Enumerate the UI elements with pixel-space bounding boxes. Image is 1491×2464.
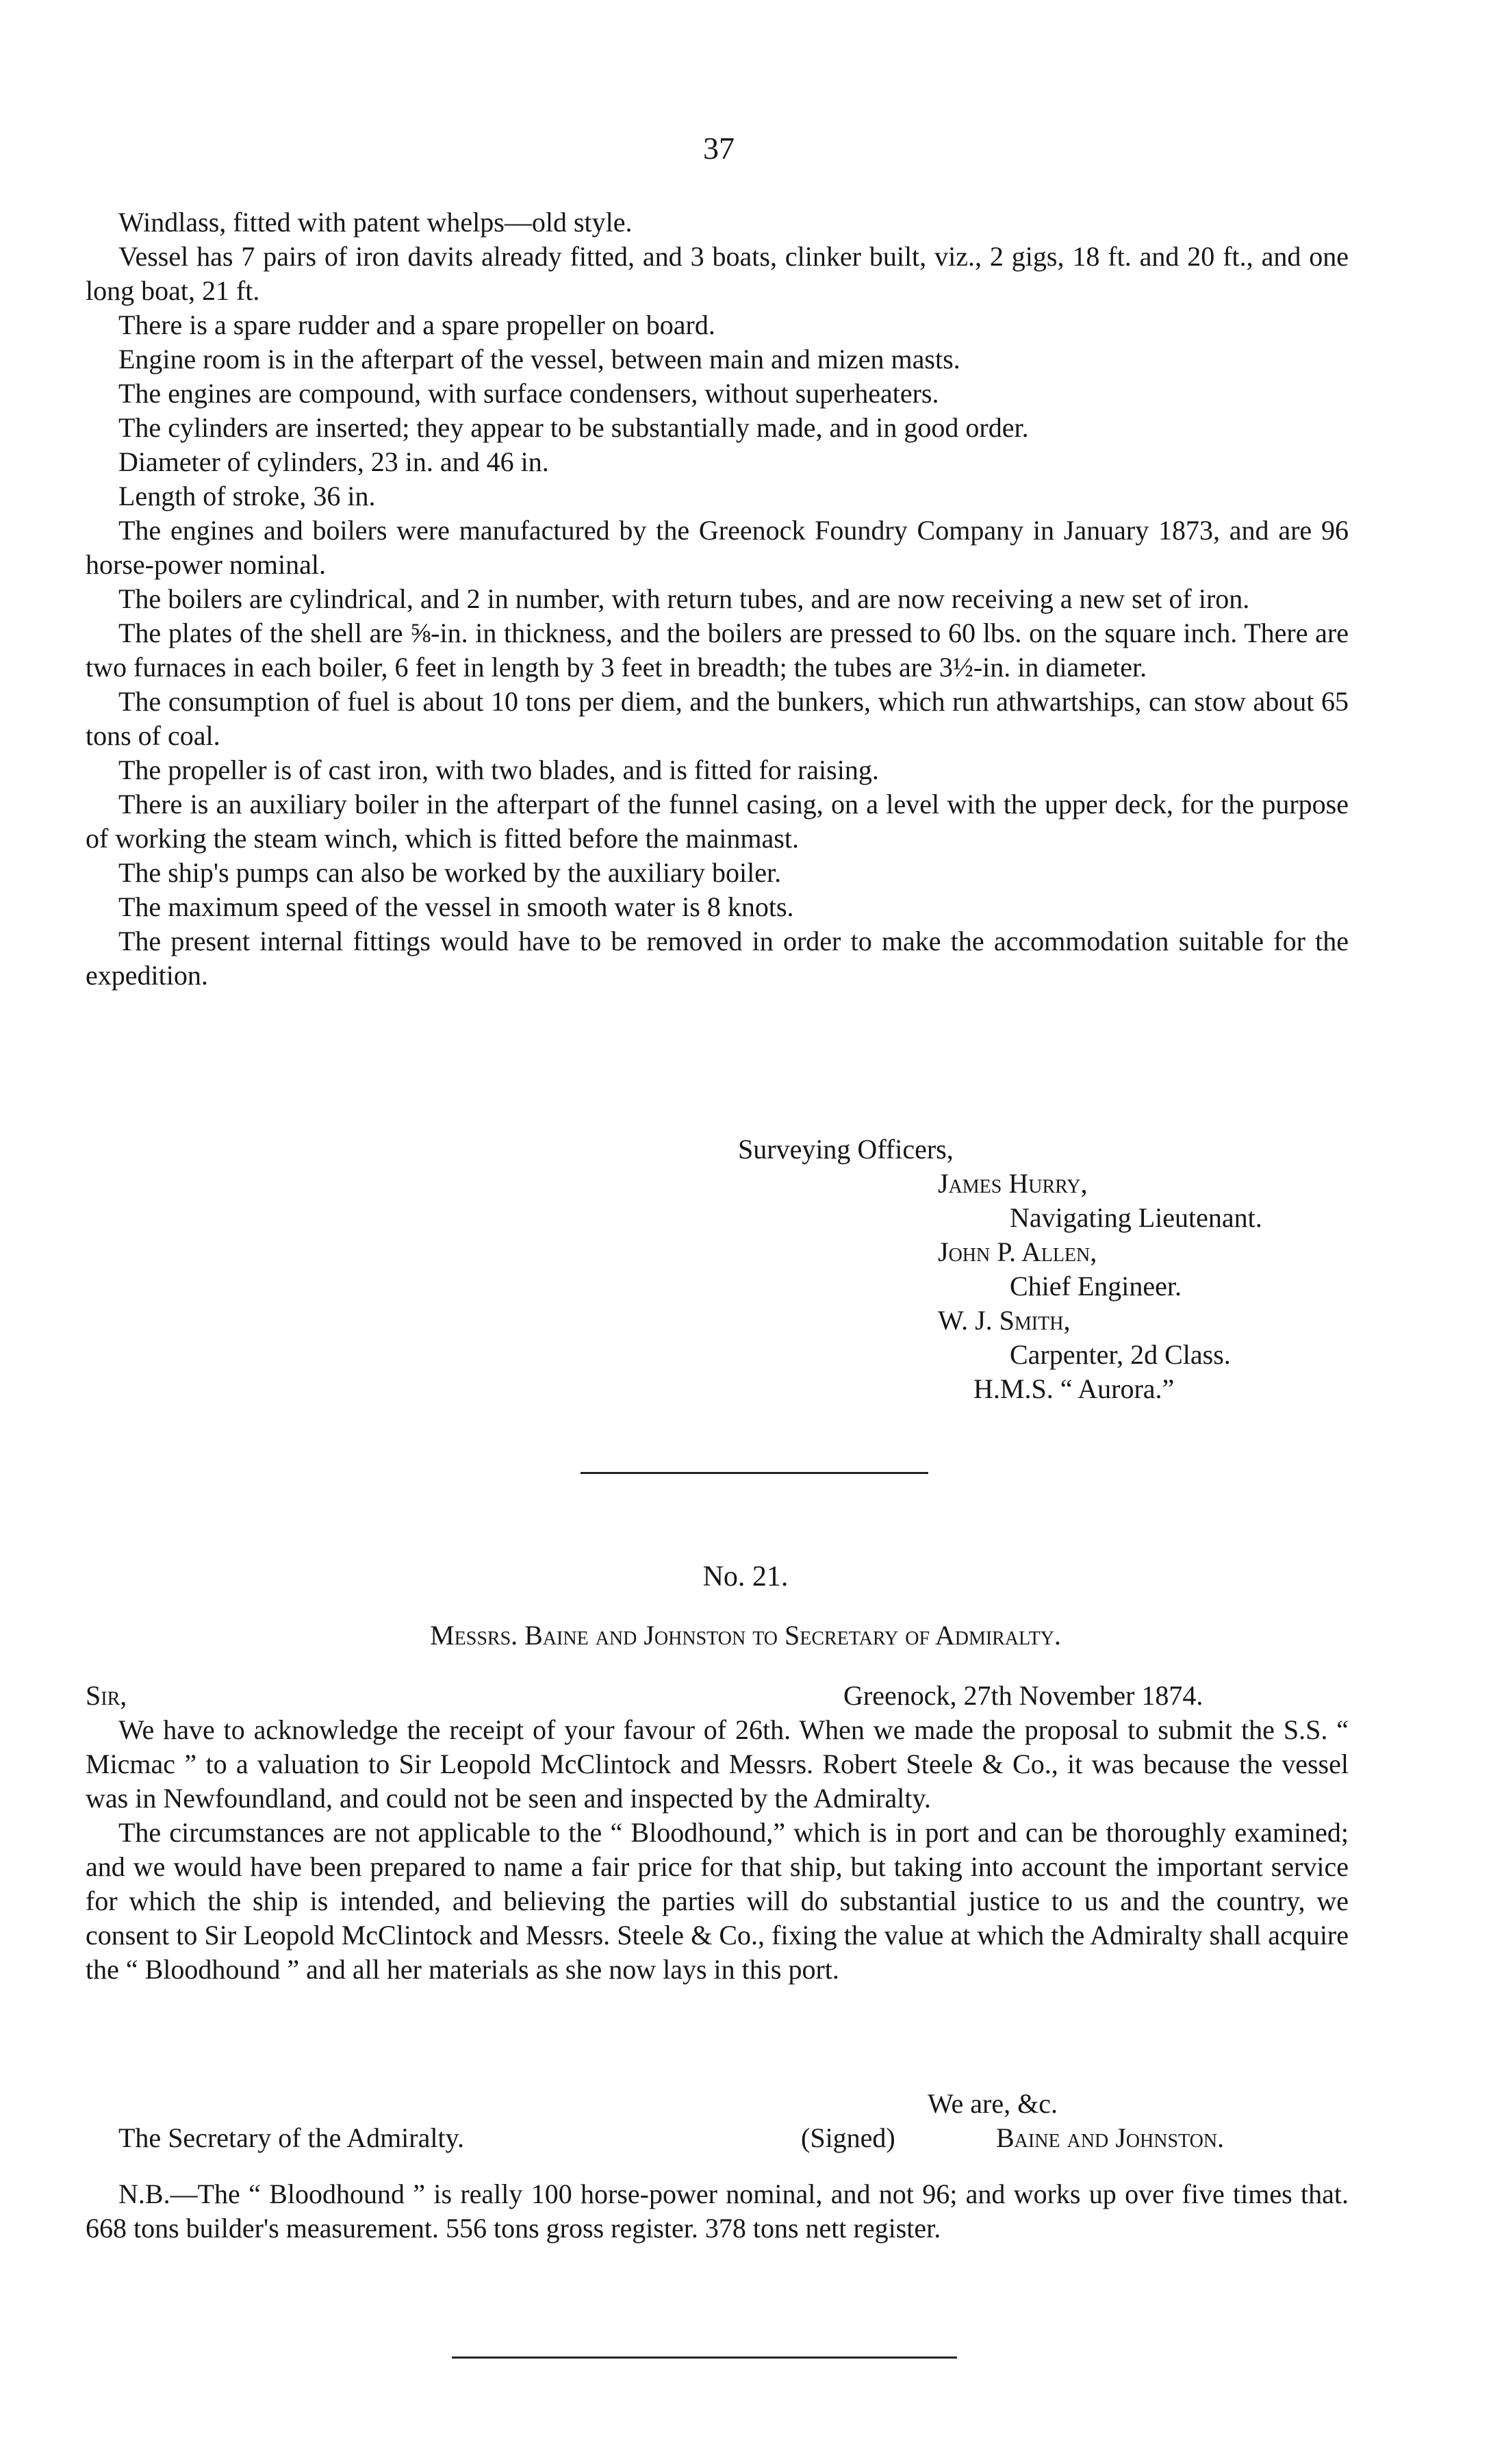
officer-name: John P. Allen, [938, 1236, 1097, 1267]
letter-paragraph: We have to acknowledge the receipt of your favour of 26th. When we made the proposal to submit the S.S. “ Micmac ” to a valuation to Sir Leopold McClintock and Messrs. Robert Steele & Co., it was because the vessel was in Newfoundland, and could not be seen and inspected by the Admiralty. [86, 1714, 1349, 1814]
report-paragraph: Vessel has 7 pairs of iron davits already fitted, and 3 boats, clinker built, viz., 2 gigs, 18 ft. and 20 ft., and one long boat, 21 ft. [86, 241, 1349, 306]
officer-name: James Hurry, [938, 1168, 1088, 1199]
report-paragraph: The boilers are cylindrical, and 2 in number, with return tubes, and are now receiving a new set of iron. [118, 583, 1250, 614]
report-paragraph: The engines and boilers were manufactured by the Greenock Foundry Company in January 1873, and are 96 horse-power nominal. [86, 515, 1349, 580]
addressee: The Secretary of the Admiralty. [118, 2122, 464, 2153]
report-paragraph: The present internal fittings would have to be removed in order to make the accommodation suitable for the expedition. [86, 926, 1349, 991]
ship-name: H.M.S. “ Aurora.” [973, 1373, 1175, 1404]
report-paragraph: The plates of the shell are ⅝-in. in thickness, and the boilers are pressed to 60 lbs. on the square inch. There are two furnaces in each boiler, 6 feet in length by 3 feet in breadth; the tubes are 3½-in. in diameter. [86, 618, 1349, 683]
letter-paragraph: The circumstances are not applicable to the “ Bloodhound,” which is in port and can be thoroughly examined; and we would have been prepared to name a fair price for that ship, but taking into account the important service for which the ship is intended, and believing the parties will do substantial justice to us and the country, we consent to Sir Leopold McClintock and Messrs. Steele & Co., fixing the value at which the Admiralty shall acquire the “ Bloodhound ” and all her materials as she now lays in this port. [86, 1817, 1349, 1985]
officer-rank: Navigating Lieutenant. [1010, 1202, 1262, 1233]
signed-label: (Signed) [801, 2122, 895, 2153]
report-paragraph: The cylinders are inserted; they appear to be substantially made, and in good order. [118, 412, 1029, 443]
officer-name: W. J. Smith, [938, 1305, 1071, 1336]
report-paragraph: The ship's pumps can also be worked by the auxiliary boiler. [118, 857, 782, 888]
report-paragraph: Diameter of cylinders, 23 in. and 46 in. [118, 446, 549, 477]
officer-rank: Carpenter, 2d Class. [1010, 1339, 1231, 1370]
report-paragraph: The engines are compound, with surface condensers, without superheaters. [118, 378, 939, 409]
report-paragraph: Engine room is in the afterpart of the vessel, between main and mizen masts. [118, 344, 960, 374]
report-paragraph: The maximum speed of the vessel in smooth water is 8 knots. [118, 891, 794, 922]
survey-report-body [86, 205, 1349, 993]
section-divider [581, 1472, 928, 1474]
letter-body [86, 1713, 1349, 1987]
place-date: Greenock, 27th November 1874. [843, 1680, 1203, 1711]
report-paragraph: There is a spare rudder and a spare propeller on board. [118, 309, 715, 340]
report-paragraph: Windlass, fitted with patent whelps—old style. [118, 207, 633, 238]
signature-heading: Surveying Officers, [738, 1134, 954, 1165]
nota-bene [86, 2177, 1349, 2246]
report-paragraph: Length of stroke, 36 in. [118, 481, 376, 511]
signatories: Baine and Johnston. [996, 2122, 1225, 2153]
letter-heading: Messrs. Baine and Johnston to Secretary of Admiralty. [430, 1620, 1061, 1651]
document-number: No. 21. [702, 1561, 789, 1592]
report-paragraph: There is an auxiliary boiler in the afterpart of the funnel casing, on a level with the upper deck, for the purpose of working the steam winch, which is fitted before the mainmast. [86, 789, 1349, 854]
officer-rank: Chief Engineer. [1010, 1271, 1182, 1301]
report-paragraph: The propeller is of cast iron, with two blades, and is fitted for raising. [118, 754, 879, 785]
nb-paragraph: N.B.—The “ Bloodhound ” is really 100 horse-power nominal, and not 96; and works up over five times that. 668 tons builder's measurement. 556 tons gross register. 378 tons nett register. [86, 2179, 1349, 2244]
salutation: Sir, [86, 1680, 127, 1711]
report-paragraph: The consumption of fuel is about 10 tons per diem, and the bunkers, which run athwartships, can stow about 65 tons of coal. [86, 686, 1349, 751]
closing: We are, &c. [928, 2088, 1058, 2119]
page-number: 37 [703, 131, 735, 166]
footer-divider [452, 2357, 957, 2359]
